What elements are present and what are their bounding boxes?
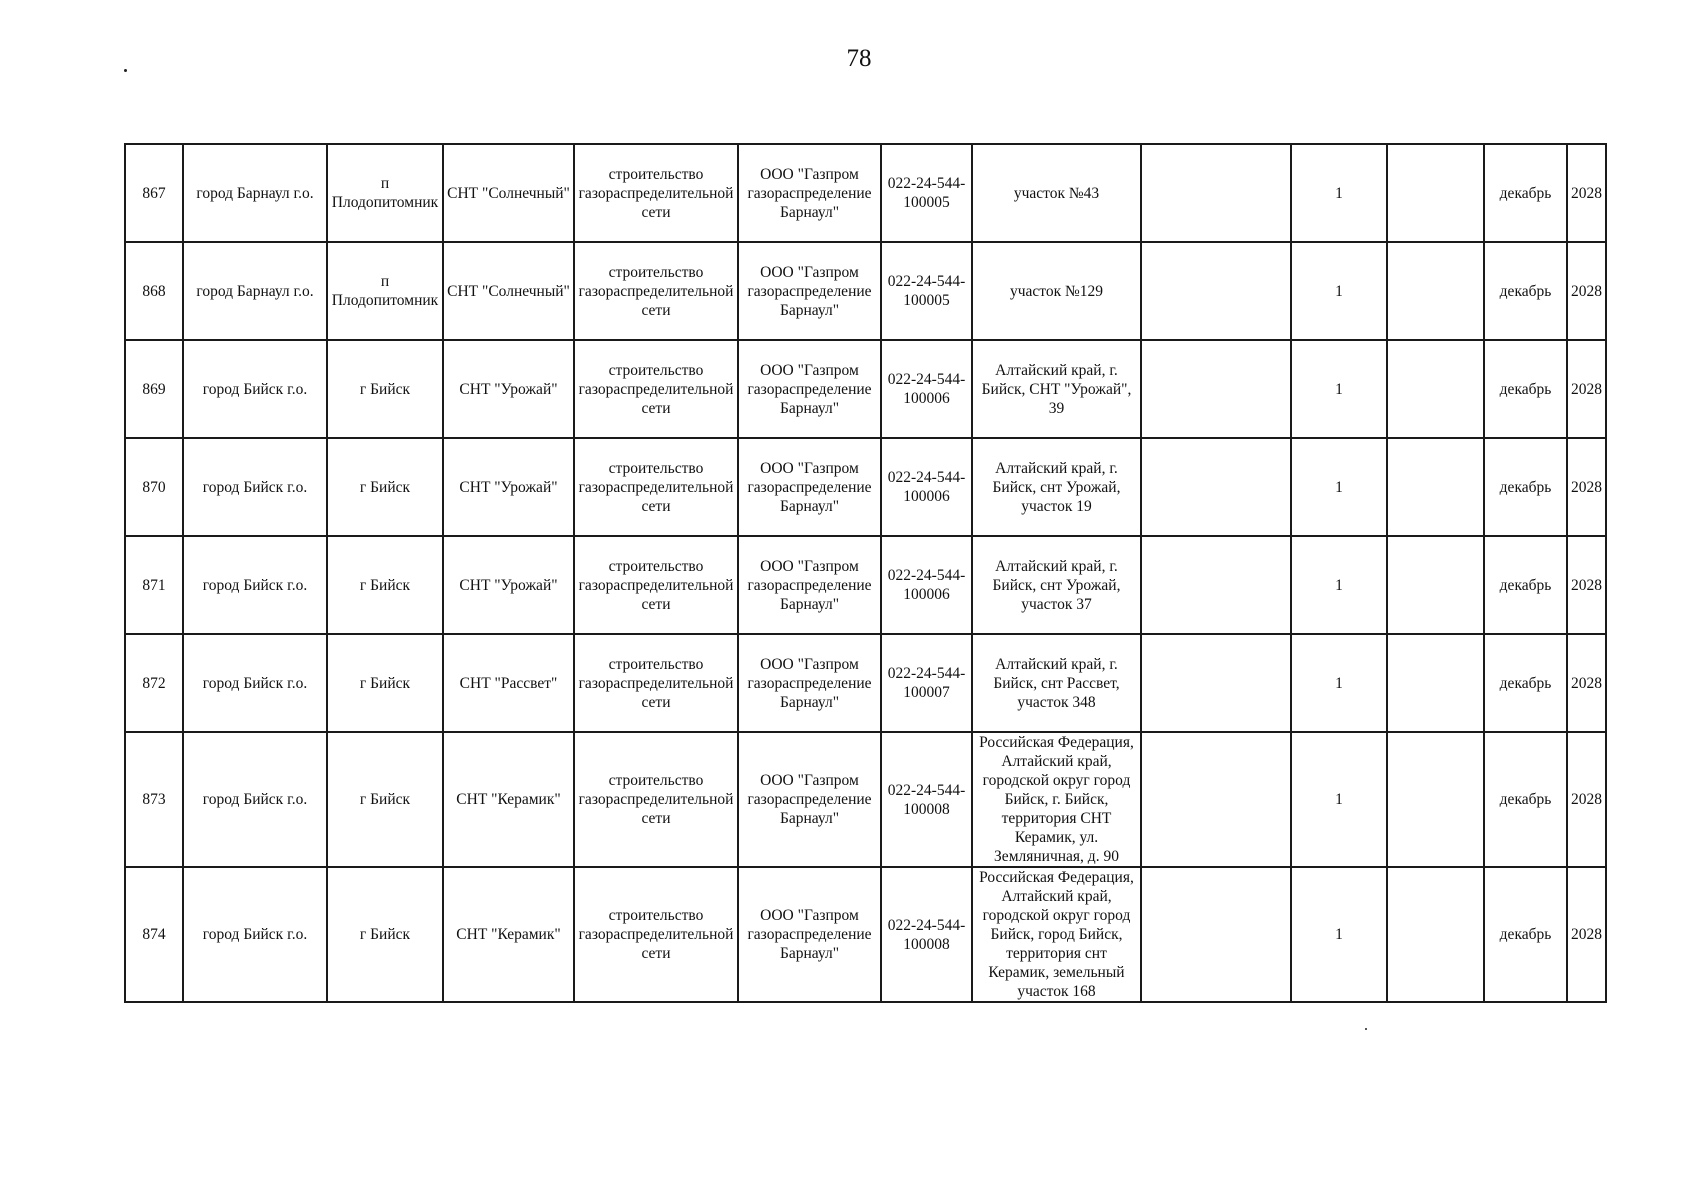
empty-cell	[1141, 732, 1291, 867]
municipality-cell: город Бийск г.о.	[183, 732, 327, 867]
register-table	[124, 143, 1607, 1003]
table-row	[125, 144, 1606, 242]
month-cell: декабрь	[1484, 438, 1567, 536]
empty-cell	[1141, 144, 1291, 242]
work-type-cell: строительство газораспределительной сети	[574, 634, 738, 732]
empty-cell	[1387, 634, 1484, 732]
year-cell: 2028	[1567, 144, 1606, 242]
municipality-cell: город Барнаул г.о.	[183, 242, 327, 340]
empty-cell	[1141, 438, 1291, 536]
municipality-cell: город Барнаул г.о.	[183, 144, 327, 242]
year-cell: 2028	[1567, 732, 1606, 867]
empty-cell	[1387, 867, 1484, 1002]
empty-cell	[1141, 242, 1291, 340]
organization-cell: ООО "Газпром газораспределение Барнаул"	[738, 536, 881, 634]
address-cell: участок №129	[972, 242, 1141, 340]
snt-cell: СНТ "Рассвет"	[443, 634, 574, 732]
row-number-cell: 874	[125, 867, 183, 1002]
settlement-cell: г Бийск	[327, 732, 443, 867]
address-cell: Алтайский край, г. Бийск, снт Урожай, участок 37	[972, 536, 1141, 634]
quantity-cell: 1	[1291, 867, 1387, 1002]
settlement-cell: п Плодопитомник	[327, 144, 443, 242]
month-cell: декабрь	[1484, 732, 1567, 867]
empty-cell	[1387, 144, 1484, 242]
address-cell: Алтайский край, г. Бийск, снт Рассвет, участок 348	[972, 634, 1141, 732]
settlement-cell: г Бийск	[327, 438, 443, 536]
month-cell: декабрь	[1484, 634, 1567, 732]
organization-cell: ООО "Газпром газораспределение Барнаул"	[738, 867, 881, 1002]
year-cell: 2028	[1567, 867, 1606, 1002]
quantity-cell: 1	[1291, 438, 1387, 536]
program-code-cell: 022-24-544-100008	[881, 732, 972, 867]
snt-cell: СНТ "Урожай"	[443, 536, 574, 634]
program-code-cell: 022-24-544-100008	[881, 867, 972, 1002]
month-cell: декабрь	[1484, 867, 1567, 1002]
row-number-cell: 868	[125, 242, 183, 340]
quantity-cell: 1	[1291, 340, 1387, 438]
row-number-cell: 871	[125, 536, 183, 634]
page-number: 78	[846, 45, 872, 72]
program-code-cell: 022-24-544-100006	[881, 536, 972, 634]
table-row	[125, 867, 1606, 1002]
year-cell: 2028	[1567, 438, 1606, 536]
quantity-cell: 1	[1291, 732, 1387, 867]
row-number-cell: 872	[125, 634, 183, 732]
scan-speck	[1365, 1028, 1367, 1030]
program-code-cell: 022-24-544-100006	[881, 340, 972, 438]
row-number-cell: 867	[125, 144, 183, 242]
table-row	[125, 438, 1606, 536]
snt-cell: СНТ "Солнечный"	[443, 144, 574, 242]
program-code-cell: 022-24-544-100005	[881, 144, 972, 242]
year-cell: 2028	[1567, 634, 1606, 732]
empty-cell	[1387, 438, 1484, 536]
snt-cell: СНТ "Урожай"	[443, 438, 574, 536]
quantity-cell: 1	[1291, 536, 1387, 634]
address-cell: Российская Федерация, Алтайский край, городской округ город Бийск, г. Бийск, территория СНТ Керамик, ул. Земляничная, д. 90	[972, 732, 1141, 867]
address-cell: Алтайский край, г. Бийск, СНТ "Урожай", 39	[972, 340, 1141, 438]
settlement-cell: п Плодопитомник	[327, 242, 443, 340]
municipality-cell: город Бийск г.о.	[183, 867, 327, 1002]
organization-cell: ООО "Газпром газораспределение Барнаул"	[738, 634, 881, 732]
row-number-cell: 873	[125, 732, 183, 867]
organization-cell: ООО "Газпром газораспределение Барнаул"	[738, 732, 881, 867]
address-cell: участок №43	[972, 144, 1141, 242]
quantity-cell: 1	[1291, 144, 1387, 242]
empty-cell	[1387, 536, 1484, 634]
quantity-cell: 1	[1291, 634, 1387, 732]
year-cell: 2028	[1567, 536, 1606, 634]
program-code-cell: 022-24-544-100007	[881, 634, 972, 732]
row-number-cell: 870	[125, 438, 183, 536]
address-cell: Российская Федерация, Алтайский край, городской округ город Бийск, город Бийск, территория снт Керамик, земельный участок 168	[972, 867, 1141, 1002]
work-type-cell: строительство газораспределительной сети	[574, 867, 738, 1002]
work-type-cell: строительство газораспределительной сети	[574, 242, 738, 340]
municipality-cell: город Бийск г.о.	[183, 340, 327, 438]
empty-cell	[1141, 536, 1291, 634]
empty-cell	[1387, 340, 1484, 438]
month-cell: декабрь	[1484, 242, 1567, 340]
settlement-cell: г Бийск	[327, 536, 443, 634]
municipality-cell: город Бийск г.о.	[183, 438, 327, 536]
empty-cell	[1387, 242, 1484, 340]
snt-cell: СНТ "Керамик"	[443, 867, 574, 1002]
month-cell: декабрь	[1484, 340, 1567, 438]
empty-cell	[1387, 732, 1484, 867]
work-type-cell: строительство газораспределительной сети	[574, 732, 738, 867]
table-row	[125, 634, 1606, 732]
table-row	[125, 536, 1606, 634]
snt-cell: СНТ "Керамик"	[443, 732, 574, 867]
snt-cell: СНТ "Солнечный"	[443, 242, 574, 340]
table-row	[125, 340, 1606, 438]
empty-cell	[1141, 634, 1291, 732]
empty-cell	[1141, 340, 1291, 438]
work-type-cell: строительство газораспределительной сети	[574, 144, 738, 242]
work-type-cell: строительство газораспределительной сети	[574, 340, 738, 438]
scan-speck	[124, 69, 127, 72]
work-type-cell: строительство газораспределительной сети	[574, 438, 738, 536]
settlement-cell: г Бийск	[327, 340, 443, 438]
year-cell: 2028	[1567, 242, 1606, 340]
month-cell: декабрь	[1484, 536, 1567, 634]
work-type-cell: строительство газораспределительной сети	[574, 536, 738, 634]
year-cell: 2028	[1567, 340, 1606, 438]
table-row	[125, 732, 1606, 867]
settlement-cell: г Бийск	[327, 634, 443, 732]
row-number-cell: 869	[125, 340, 183, 438]
program-code-cell: 022-24-544-100006	[881, 438, 972, 536]
table-body	[125, 144, 1606, 1002]
quantity-cell: 1	[1291, 242, 1387, 340]
organization-cell: ООО "Газпром газораспределение Барнаул"	[738, 242, 881, 340]
municipality-cell: город Бийск г.о.	[183, 536, 327, 634]
month-cell: декабрь	[1484, 144, 1567, 242]
municipality-cell: город Бийск г.о.	[183, 634, 327, 732]
organization-cell: ООО "Газпром газораспределение Барнаул"	[738, 340, 881, 438]
table-row	[125, 242, 1606, 340]
snt-cell: СНТ "Урожай"	[443, 340, 574, 438]
organization-cell: ООО "Газпром газораспределение Барнаул"	[738, 144, 881, 242]
organization-cell: ООО "Газпром газораспределение Барнаул"	[738, 438, 881, 536]
settlement-cell: г Бийск	[327, 867, 443, 1002]
program-code-cell: 022-24-544-100005	[881, 242, 972, 340]
empty-cell	[1141, 867, 1291, 1002]
address-cell: Алтайский край, г. Бийск, снт Урожай, участок 19	[972, 438, 1141, 536]
